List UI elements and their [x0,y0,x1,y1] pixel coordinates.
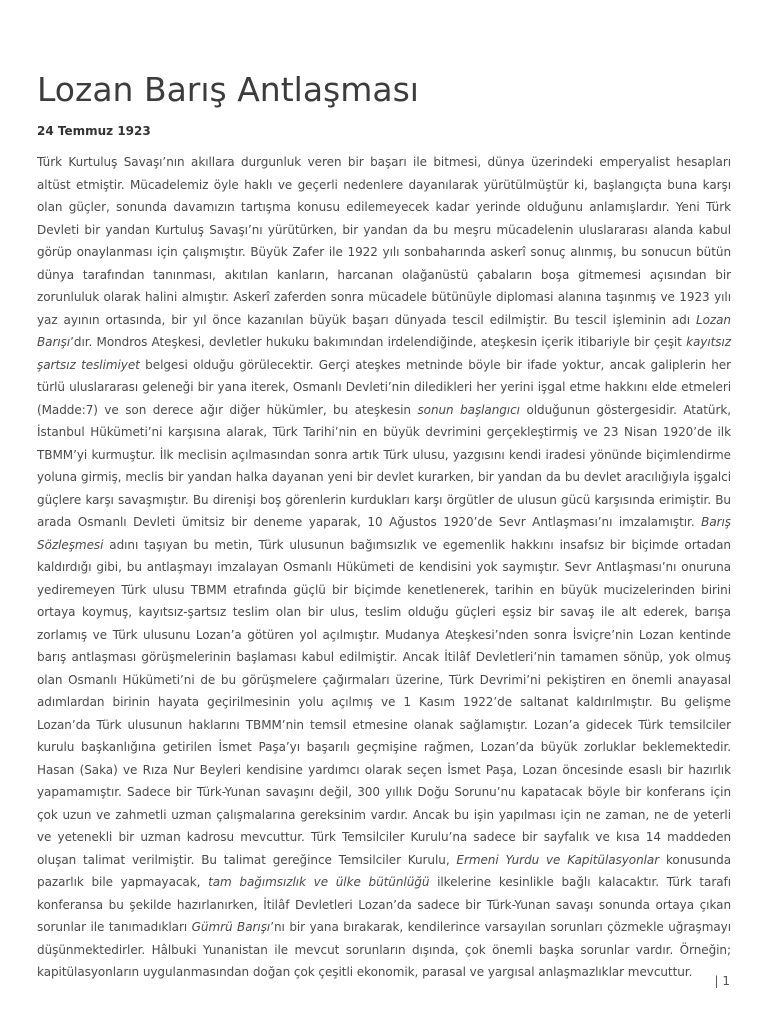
page-number: | 1 [714,974,730,988]
italic-text-run: Lozan Barışı [37,312,731,349]
document-page [37,70,731,996]
text-run: adını taşıyan bu metin, Türk ulusunun bağımsızlık ve egemenlik hakkını insafsız bir biçimde ortadan kaldırdığı gibi, bu antlaşmayı imzalayan Osmanlı Hükümeti de kendisini yok saymıştır. Sevr Antlaşması’nı onuruna yediremeyen Türk ulusu TBMM etrafında güçlü bir biçimde kenetlenerek, tarihin en büyük mucizelerinden birini ortaya koymuş, kayıtsız-şartsız teslim olan bir ulus, teslim olduğu güçleri eşsiz bir savaş ile alt ederek, barışa zorlamış ve Türk ulusunu Lozan’a götüren yol açılmıştır. Mudanya Ateşkesi’nden sonra İsviçre’nin Lozan kentinde barış antlaşması görüşmelerinin başlaması kabul edilmiştir. Ancak İtilâf Devletleri’nin tamamen sönüp, yok olmuş olan Osmanlı Hükümeti’ni de bu görüşmelere çağırmaları üzerine, Türk Devrimi’ni pekiştiren en önemli anayasal adımlardan birinin hayata geçirilmesinin yolu açılmış ve 1 Kasım 1922’de saltanat kaldırılmıştır. Bu gelişme Lozan’da Türk ulusunun haklarını TBMM’nin temsil etmesine olanak sağlamıştır. Lozan’a gidecek Türk temsilciler kurulu başkanlığına getirilen İsmet Paşa’yı başarılı geçmişine rağmen, Lozan’da büyük zorluklar beklemektedir. Hasan (Saka) ve Rıza Nur Beyleri kendisine yardımcı olarak seçen İsmet Paşa, Lozan öncesinde esaslı bir hazırlık yapamamıştır. Sadece bir Türk-Yunan savaşını değil, 300 yıllık Doğu Sorunu’nu kapatacak böyle bir konferans için çok uzun ve zahmetli uzman çalışmalarına gereksinim vardır. Ancak bu işin yapılması için ne zaman, ne de yeterli ve yetenekli bir uzman kadrosu mevcuttur. Türk Temsilciler Kurulu’na sadece bir sayfalık ve kısa 14 maddeden oluşan talimat verilmiştir. Bu talimat gereğince Temsilciler Kurulu, [37,537,731,867]
italic-text-run: kayıtsız şartsız teslimiyet [37,335,731,372]
italic-text-run: Barış Sözleşmesi [37,515,731,552]
text-run: konusunda pazarlık bile yapmayacak, [37,852,731,889]
italic-text-run: Ermeni Yurdu ve Kapitülasyonlar [456,852,660,867]
text-run: olduğunun göstergesidir. Atatürk, İstanbul Hükümeti’ni karşısına alarak, Türk Tarihi’nin en büyük devrimini gerçekleştirmiş ve 23 Nisan 1920’de ilk TBMM’yi kurmuştur. İlk meclisin açılmasından sonra artık Türk ulusu, yazgısını kendi iradesi yönünde biçimlendirme yoluna girmiş, meclis bir yandan halka dayanan yeni bir devlet kurarken, bir yandan da bu devlet aracılığıyla işgalci güçlere karşı savaşmıştır. Bu direnişi boş görenlerin kurdukları karşı örgütler de ulusun gücü karşısında erimiştir. Bu arada Osmanlı Devleti ümitsiz bir deneme yaparak, 10 Ağustos 1920’de Sevr Antlaşması’nı imzalamıştır. [37,402,732,529]
text-run: ’nı bir yana bırakarak, kendilerince varsayılan sorunları çözmekle uğraşmayı düşünmektedirler. Hâlbuki Yunanistan ile mevcut sorunların dışında, çok önemli başka sorunlar vardır. Örneğin; kapitülasyonların uygulanmasından doğan çok çeşitli ekonomik, parasal ve yargısal anlaşmazlıklar mevcuttur. [37,920,731,979]
italic-text-run: sonun başlangıcı [417,402,520,417]
document-title: Lozan Barış Antlaşması [37,70,419,109]
text-run: ilkelerine kesinlikle bağlı kalacaktır. Türk tarafı konferansa bu şekilde hazırlanırken, İtilâf Devletleri Lozan’da sadece bir Türk-Yunan savaşı sonunda ortaya çıkan sorunlar ile tanımadıkları [37,875,731,934]
text-run: belgesi olduğu görülecektir. Gerçi ateşkes metninde böyle bir ifade yoktur, ancak galiplerin her türlü uluslararası geleneği bir yana iterek, Osmanlı Devleti’nin diledikleri her yerini işgal etme hakkını elde etmeleri (Madde:7) ve son derece ağır diğer hükümler, bu ateşkesin [37,357,732,417]
italic-text-run: Gümrü Barışı [191,920,271,934]
italic-text-run: tam bağımsızlık ve ülke bütünlüğü [208,875,430,889]
text-run: ’dır. Mondros Ateşkesi, devletler hukuku bakımından irdelendiğinde, ateşkesin içerik itibariyle bir çeşit [70,335,687,349]
document-date: 24 Temmuz 1923 [37,124,151,138]
text-run: Türk Kurtuluş Savaşı’nın akıllara durgunluk veren bir başarı ile bitmesi, dünya üzerindeki emperyalist hesapları altüst etmiştir. Mücadelemiz öyle haklı ve geçerli nedenlere dayanılarak yürütülmüştür ki, başlangıçta buna karşı olan güçler, sonunda davamızın tartışma konusu edilemeyecek kadar yerinde olduğunu anlamışlardır. Yeni Türk Devleti bir yandan Kurtuluş Savaşı’nı yürütürken, bir yandan da bu meşru mücadelenin uluslararası alanda kabul görüp onaylanması için çalışmıştır. Büyük Zafer ile 1922 yılı sonbaharında askerî sonuç alınmış, bu sonucun bütün dünya tarafından tanınması, akıtılan kanların, harcanan olağanüstü çabaların boşa gitmemesi açısından bir zorunluluk olarak halini almıştır. Askerî zaferden sonra mücadele bütünüyle diplomasi alanına taşınmış ve 1923 yılı yaz ayının ortasında, bir yıl önce kazanılan büyük başarı dünyada tescil edilmiştir. Bu tescil işleminin adı [37,155,731,327]
body-paragraph [37,151,731,984]
